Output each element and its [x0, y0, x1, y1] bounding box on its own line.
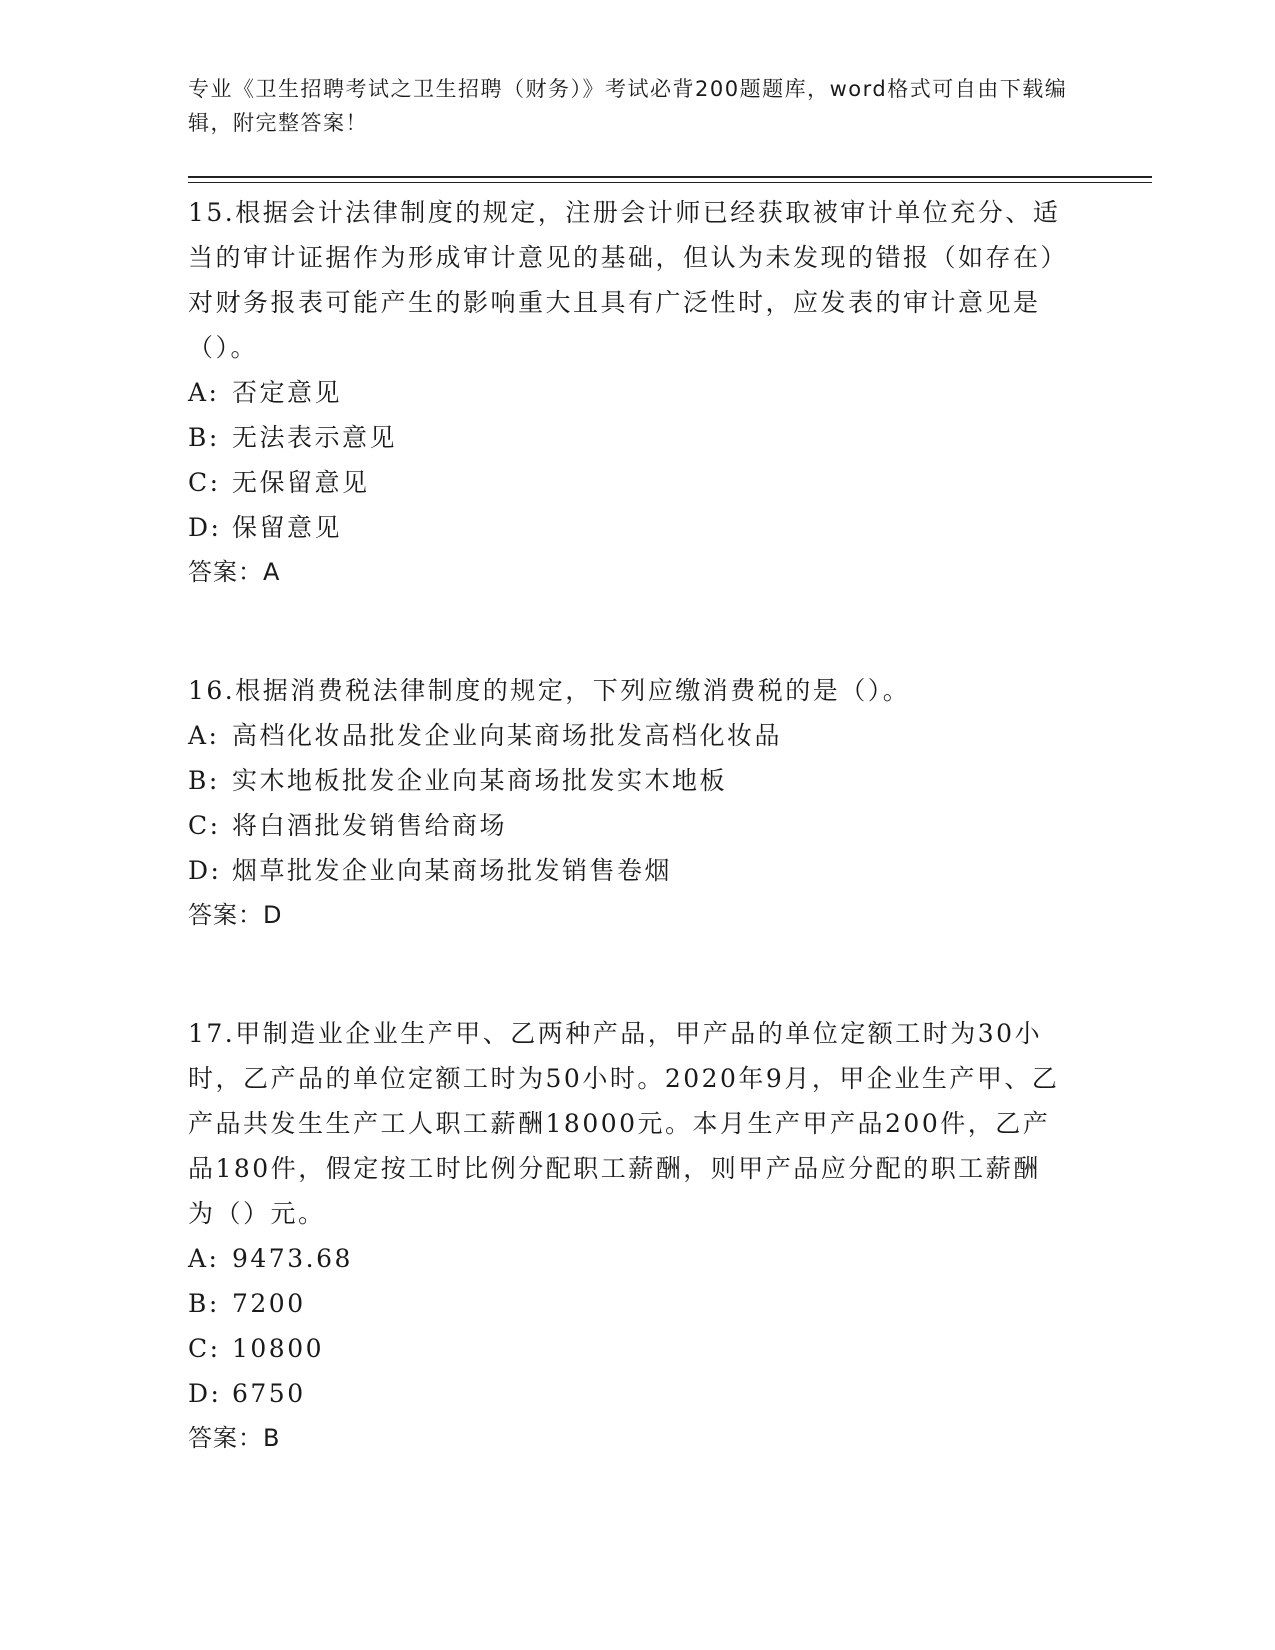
option-a — [188, 713, 1068, 758]
question-text: 17.甲制造业企业生产甲、乙两种产品，甲产品的单位定额工时为30小时，乙产品的单位定额工时为50小时。2020年9月，甲企业生产甲、乙产品共发生生产工人职工薪酬18000元。本月生产甲产品200件，乙产品180件，假定按工时比例分配职工薪酬，则甲产品应分配的职工薪酬为（）元。 — [188, 1019, 1060, 1228]
answer-line: 答案：A — [188, 558, 281, 586]
option-letter: C: — [188, 468, 221, 497]
option-text: 7200 — [232, 1289, 306, 1318]
option-letter: B: — [188, 766, 220, 795]
option-letter: B: — [188, 1289, 220, 1318]
option-letter: D: — [188, 1379, 222, 1408]
question-spacer — [188, 938, 1068, 1011]
option-text: 否定意见 — [232, 378, 343, 407]
option-c — [188, 460, 1068, 505]
question-text: 15.根据会计法律制度的规定，注册会计师已经获取被审计单位充分、适当的审计证据作为形成审计意见的基础，但认为未发现的错报（如存在）对财务报表可能产生的影响重大且具有广泛性时，应发表的审计意见是（）。 — [188, 198, 1069, 362]
option-text: 6750 — [232, 1379, 306, 1408]
option-text: 9473.68 — [232, 1244, 353, 1273]
question-spacer — [188, 595, 1068, 668]
header-rule-thick — [188, 176, 1152, 178]
option-text: 烟草批发企业向某商场批发销售卷烟 — [232, 856, 673, 885]
option-letter: C: — [188, 811, 221, 840]
option-d — [188, 505, 1068, 550]
option-d — [188, 1371, 1068, 1416]
question-text: 16.根据消费税法律制度的规定，下列应缴消费税的是（）。 — [188, 676, 911, 705]
option-text: 将白酒批发销售给商场 — [232, 811, 508, 840]
answer-line: 答案：D — [188, 901, 283, 929]
option-letter: C: — [188, 1334, 221, 1363]
question-17 — [188, 1011, 1068, 1461]
question-list — [188, 190, 1068, 1461]
option-b — [188, 758, 1068, 803]
option-letter: A: — [188, 378, 220, 407]
option-text: 保留意见 — [232, 513, 343, 542]
option-text: 无保留意见 — [232, 468, 370, 497]
option-letter: A: — [188, 721, 220, 750]
option-letter: A: — [188, 1244, 220, 1273]
option-d — [188, 848, 1068, 893]
option-letter: D: — [188, 856, 222, 885]
option-letter: D: — [188, 513, 222, 542]
document-header: 专业《卫生招聘考试之卫生招聘（财务）》考试必背200题题库，word格式可自由下载编辑，附完整答案！ — [188, 77, 1068, 135]
option-text: 实木地板批发企业向某商场批发实木地板 — [232, 766, 728, 795]
option-c — [188, 1326, 1068, 1371]
option-letter: B: — [188, 423, 220, 452]
option-text: 高档化妆品批发企业向某商场批发高档化妆品 — [232, 721, 783, 750]
option-c — [188, 803, 1068, 848]
header-rule-thin — [188, 182, 1152, 183]
option-b — [188, 1281, 1068, 1326]
question-16 — [188, 668, 1068, 938]
answer-line: 答案：B — [188, 1424, 281, 1452]
option-a — [188, 1236, 1068, 1281]
option-b — [188, 415, 1068, 460]
option-a — [188, 370, 1068, 415]
question-15 — [188, 190, 1068, 595]
option-text: 无法表示意见 — [232, 423, 398, 452]
option-text: 10800 — [232, 1334, 325, 1363]
